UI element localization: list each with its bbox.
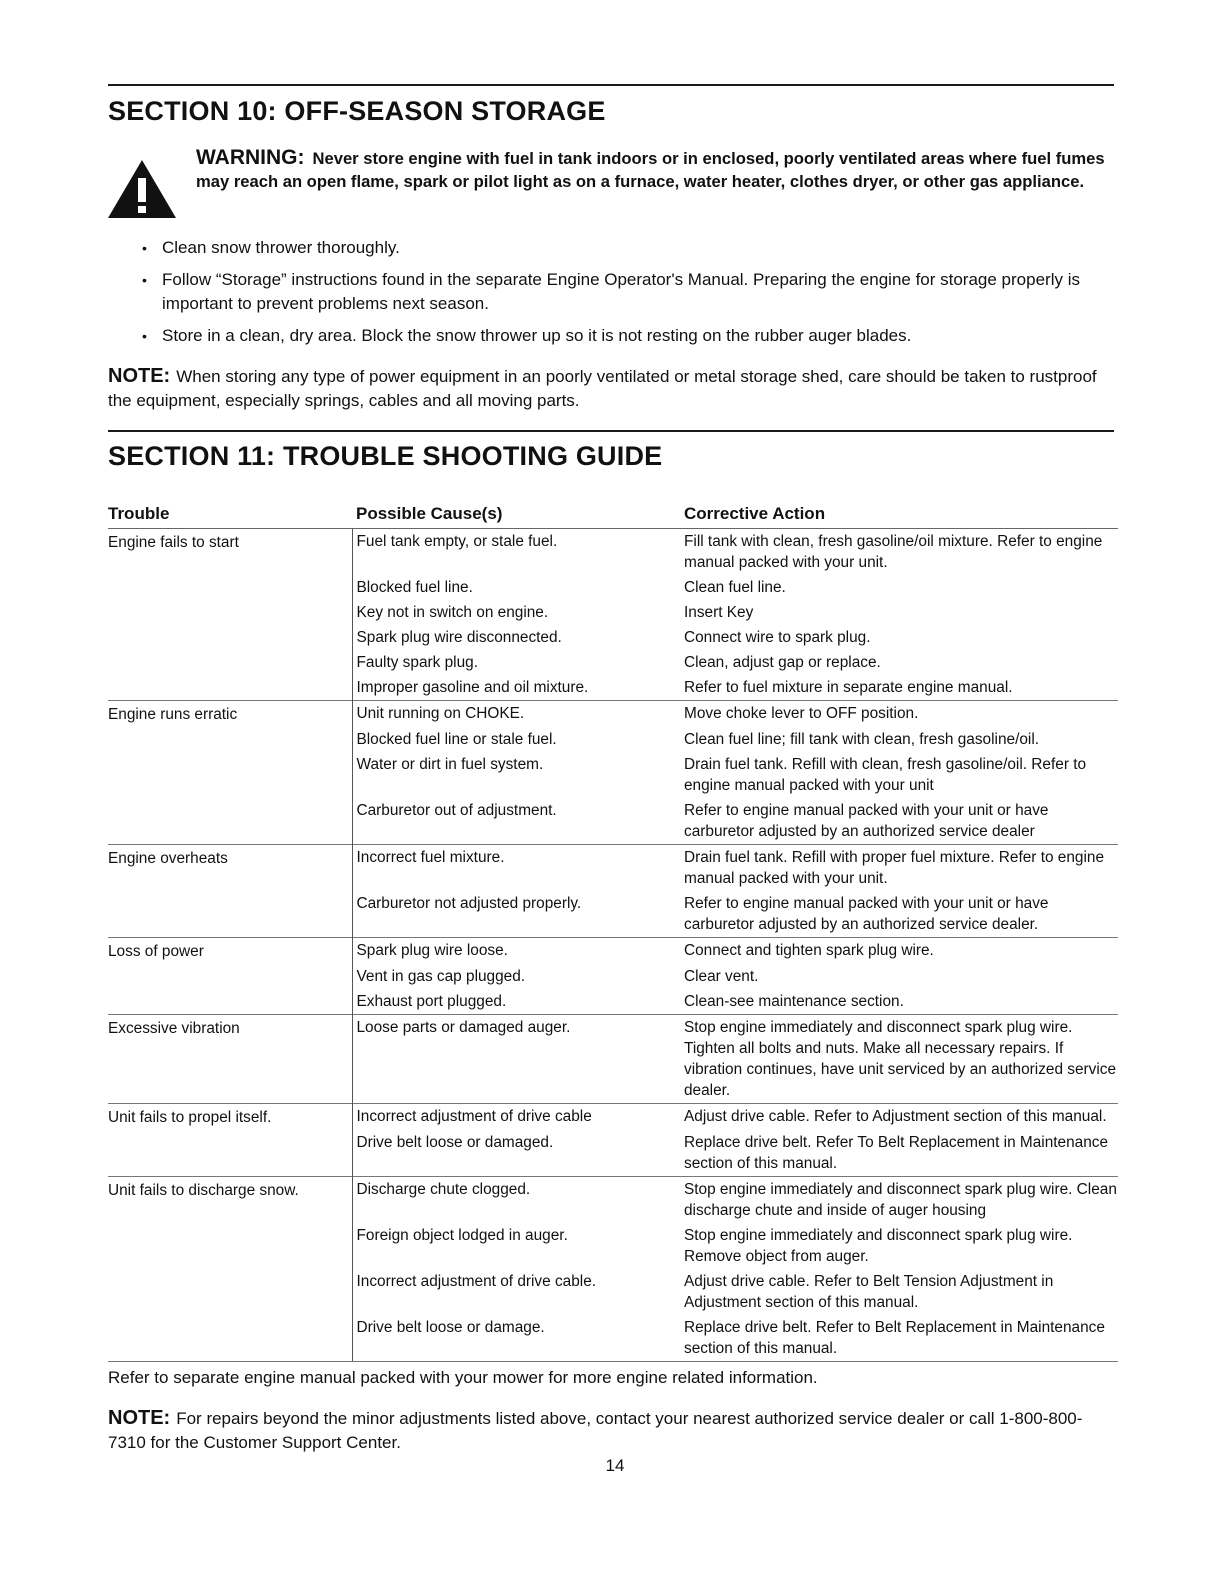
cause-cell: Foreign object lodged in auger. [352, 1223, 668, 1269]
note-label: NOTE: [108, 365, 171, 387]
action-cell: Replace drive belt. Refer To Belt Replacement in Maintenance section of this manual. [684, 1134, 1109, 1172]
repair-note [108, 1406, 1114, 1455]
table-row [108, 1130, 1118, 1177]
action-cell: Stop engine immediately and disconnect spark plug wire. Clean discharge chute and inside of auger housing [668, 1177, 1118, 1224]
trouble-cell: Engine fails to start [108, 529, 352, 576]
trouble-cell [108, 1315, 352, 1362]
warning-text: Never store engine with fuel in tank indoors or in enclosed, poorly ventilated areas where fuel fumes may reach an open flame, spark or pilot light as on a furnace, water heater, clothes dryer, or other gas appliance. [196, 149, 1105, 191]
header-causes: Possible Cause(s) [352, 496, 668, 529]
note-text: For repairs beyond the minor adjustments listed above, contact your nearest authorized service dealer or call 1-800-800-7310 for the Customer Support Center. [108, 1409, 1083, 1452]
cause-cell: Faulty spark plug. [352, 650, 668, 675]
cause-cell: Carburetor not adjusted properly. [352, 891, 668, 938]
bullet-text: Store in a clean, dry area. Block the snow thrower up so it is not resting on the rubber auger blades. [162, 326, 912, 345]
troubleshooting-table [108, 496, 1118, 1362]
cause-cell: Spark plug wire disconnected. [352, 625, 668, 650]
trouble-cell [108, 575, 352, 600]
cause-cell: Fuel tank empty, or stale fuel. [352, 529, 668, 576]
table-row [108, 575, 1118, 600]
table-row [108, 625, 1118, 650]
table-row [108, 1015, 1118, 1104]
bullet-icon: • [142, 328, 147, 344]
trouble-cell [108, 798, 352, 845]
table-row [108, 600, 1118, 625]
trouble-cell [108, 727, 352, 752]
list-item [108, 324, 1114, 348]
action-cell: Drain fuel tank. Refill with clean, fresh gasoline/oil. Refer to engine manual packed with your unit [684, 756, 1087, 794]
action-cell: Refer to fuel mixture in separate engine manual. [684, 679, 1013, 696]
cause-cell: Improper gasoline and oil mixture. [352, 675, 668, 701]
action-cell: Adjust drive cable. Refer to Belt Tension Adjustment in Adjustment section of this manual. [684, 1273, 1054, 1311]
trouble-cell: Unit fails to propel itself. [108, 1104, 352, 1131]
table-row [108, 701, 1118, 728]
action-cell: Stop engine immediately and disconnect spark plug wire. Remove object from auger. [684, 1227, 1073, 1265]
trouble-cell [108, 1223, 352, 1269]
bullet-icon: • [142, 272, 147, 288]
trouble-cell [108, 1269, 352, 1315]
engine-manual-reference: Refer to separate engine manual packed with your mower for more engine related information. [108, 1368, 818, 1387]
cause-cell: Water or dirt in fuel system. [352, 752, 668, 798]
section-11-title: SECTION 11: TROUBLE SHOOTING GUIDE [108, 441, 663, 471]
trouble-cell: Loss of power [108, 938, 352, 965]
table-row [108, 1104, 1118, 1131]
trouble-cell [108, 650, 352, 675]
action-cell: Refer to engine manual packed with your unit or have carburetor adjusted by an authorized service dealer. [684, 895, 1049, 933]
bullet-icon: • [142, 240, 147, 256]
table-row [108, 989, 1118, 1015]
action-cell: Replace drive belt. Refer to Belt Replacement in Maintenance section of this manual. [668, 1315, 1118, 1362]
action-cell: Clean, adjust gap or replace. [684, 654, 881, 671]
section-10-title: SECTION 10: OFF-SEASON STORAGE [108, 96, 606, 126]
table-row [108, 891, 1118, 938]
trouble-cell [108, 891, 352, 938]
action-cell: Clean fuel line. [684, 579, 786, 596]
trouble-cell [108, 600, 352, 625]
cause-cell: Drive belt loose or damaged. [352, 1130, 668, 1177]
cause-cell: Loose parts or damaged auger. [352, 1015, 668, 1104]
action-cell: Clean-see maintenance section. [684, 993, 904, 1010]
trouble-cell: Engine runs erratic [108, 701, 352, 728]
header-trouble: Trouble [108, 496, 352, 529]
trouble-cell [108, 752, 352, 798]
table-row [108, 529, 1118, 576]
list-item [108, 236, 1114, 260]
table-row [108, 845, 1118, 892]
bullet-text: Clean snow thrower thoroughly. [162, 238, 400, 257]
warning-triangle-icon [106, 158, 178, 220]
warning-label: WARNING: [196, 146, 305, 169]
table-row [108, 650, 1118, 675]
trouble-cell [108, 625, 352, 650]
table-row [108, 675, 1118, 701]
list-item [108, 268, 1114, 316]
cause-cell: Incorrect adjustment of drive cable [352, 1104, 668, 1131]
cause-cell: Key not in switch on engine. [352, 600, 668, 625]
page-number: 14 [605, 1456, 625, 1475]
table-row [108, 752, 1118, 798]
table-row [108, 798, 1118, 845]
action-cell: Insert Key [684, 604, 754, 621]
table-row [108, 938, 1118, 965]
bullet-text: Follow “Storage” instructions found in the separate Engine Operator's Manual. Preparing the engine for storage properly is important to prevent problems next season. [162, 270, 1080, 313]
trouble-cell [108, 675, 352, 701]
table-row [108, 1223, 1118, 1269]
cause-cell: Unit running on CHOKE. [352, 701, 668, 728]
trouble-cell [108, 964, 352, 989]
action-cell: Clear vent. [684, 968, 759, 985]
cause-cell: Blocked fuel line or stale fuel. [352, 727, 668, 752]
action-cell: Stop engine immediately and disconnect spark plug wire. Tighten all bolts and nuts. Make all necessary repairs. If vibration continues, have unit serviced by an authorized service dealer. [668, 1015, 1118, 1104]
action-cell: Fill tank with clean, fresh gasoline/oil mixture. Refer to engine manual packed with your unit. [668, 529, 1118, 576]
storage-bullet-list [108, 236, 1114, 356]
cause-cell: Vent in gas cap plugged. [352, 964, 668, 989]
table-row [108, 1177, 1118, 1224]
note-label: NOTE: [108, 1407, 171, 1429]
cause-cell: Discharge chute clogged. [352, 1177, 668, 1224]
table-row [108, 1315, 1118, 1362]
header-action: Corrective Action [668, 496, 1118, 529]
trouble-cell: Unit fails to discharge snow. [108, 1177, 352, 1224]
table-header-row [108, 496, 1118, 529]
cause-cell: Spark plug wire loose. [352, 938, 668, 965]
action-cell: Connect and tighten spark plug wire. [668, 938, 1118, 965]
section-11-rule [108, 430, 1114, 432]
cause-cell: Exhaust port plugged. [352, 989, 668, 1015]
table-row [108, 1269, 1118, 1315]
cause-cell: Blocked fuel line. [352, 575, 668, 600]
note-text: When storing any type of power equipment in an poorly ventilated or metal storage shed, care should be taken to rustproof the equipment, especially springs, cables and all moving parts. [108, 367, 1097, 410]
action-cell: Connect wire to spark plug. [684, 629, 871, 646]
cause-cell: Drive belt loose or damage. [352, 1315, 668, 1362]
storage-note [108, 364, 1114, 413]
warning-block [196, 146, 1116, 193]
trouble-cell: Excessive vibration [108, 1015, 352, 1104]
table-row [108, 964, 1118, 989]
action-cell: Refer to engine manual packed with your unit or have carburetor adjusted by an authorized service dealer [684, 802, 1049, 840]
trouble-cell [108, 989, 352, 1015]
action-cell: Adjust drive cable. Refer to Adjustment section of this manual. [668, 1104, 1118, 1131]
table-row [108, 727, 1118, 752]
cause-cell: Incorrect fuel mixture. [352, 845, 668, 892]
action-cell: Clean fuel line; fill tank with clean, fresh gasoline/oil. [684, 731, 1040, 748]
action-cell: Drain fuel tank. Refill with proper fuel mixture. Refer to engine manual packed with your unit. [668, 845, 1118, 892]
trouble-cell: Engine overheats [108, 845, 352, 892]
trouble-cell [108, 1130, 352, 1177]
cause-cell: Carburetor out of adjustment. [352, 798, 668, 845]
cause-cell: Incorrect adjustment of drive cable. [352, 1269, 668, 1315]
action-cell: Move choke lever to OFF position. [668, 701, 1118, 728]
section-10-rule [108, 84, 1114, 86]
